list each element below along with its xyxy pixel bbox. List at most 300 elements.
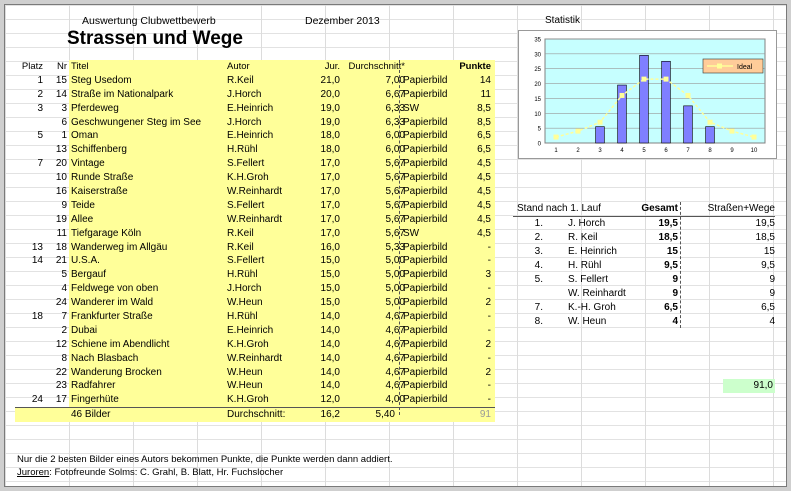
cell-punkte: 14 <box>479 74 491 86</box>
total-label: Durchschnitt: <box>227 409 286 421</box>
cell-titel: Nach Blasbach <box>71 352 139 364</box>
cell-jur: 17,0 <box>320 172 340 184</box>
cell-nr: 3 <box>61 102 67 114</box>
cell-punkte: - <box>487 380 491 392</box>
cell-punkte: 6,5 <box>477 130 491 142</box>
cell-jur: 14,0 <box>320 380 340 392</box>
chart-ideal-point <box>686 93 691 98</box>
standings-label: Stand nach 1. Lauf <box>517 203 601 214</box>
cell-schnitt: 5,67 <box>385 213 405 225</box>
standings-dashed-line <box>680 202 681 328</box>
spreadsheet-sheet <box>4 4 787 487</box>
cell-titel: Feldwege von oben <box>71 283 159 295</box>
standings-rank: 8. <box>534 316 543 327</box>
standings-gesamt: 19,5 <box>658 218 678 229</box>
cell-jur: 15,0 <box>320 269 340 281</box>
cell-bild: Papierbild <box>403 338 448 350</box>
jury-label: Juroren <box>17 467 50 478</box>
cell-punkte: 2 <box>485 338 491 350</box>
cell-jur: 17,0 <box>320 227 340 239</box>
chart-xtick-label: 10 <box>750 148 758 154</box>
cell-platz: 24 <box>31 394 43 406</box>
cell-bild: Papierbild <box>403 186 448 198</box>
cell-autor: W.Heun <box>227 380 263 392</box>
cell-autor: R.Keil <box>227 227 254 239</box>
table-row <box>15 268 495 282</box>
cell-schnitt: 4,67 <box>385 311 405 323</box>
cell-bild: Papierbild <box>403 255 448 267</box>
chart-xtick-label: 2 <box>576 148 580 154</box>
chart-bar <box>684 106 693 143</box>
col-autor: Autor <box>227 61 250 72</box>
standings-sw-header: Straßen+Wege <box>707 203 775 214</box>
standings-total-value: 91,0 <box>753 380 773 391</box>
cell-schnitt: 4,00 <box>385 394 405 406</box>
table-row <box>15 157 495 171</box>
cell-nr: 18 <box>55 241 67 253</box>
cell-jur: 16,0 <box>320 241 340 253</box>
standings-sw: 19,5 <box>755 218 775 229</box>
col-jur: Jur. <box>324 61 340 72</box>
table-row <box>15 324 495 338</box>
cell-punkte: 6,5 <box>477 144 491 156</box>
table-row <box>15 185 495 199</box>
standings-rank: 7. <box>534 302 543 313</box>
chart-ytick-label: 35 <box>534 37 541 44</box>
cell-punkte: 3 <box>485 269 491 281</box>
cell-punkte: 8,5 <box>477 116 491 128</box>
cell-bild: SW <box>403 102 420 114</box>
col-titel: Titel <box>71 60 221 74</box>
cell-bild: Papierbild <box>403 130 448 142</box>
chart-ideal-point <box>620 93 625 98</box>
chart-ideal-point <box>730 129 735 134</box>
cell-titel: Pferdeweg <box>71 102 119 114</box>
cell-platz: 13 <box>31 241 43 253</box>
jury-text: : Fotofreunde Solms: C. Grahl, B. Blatt, Hr. Fuchslocher <box>49 467 284 478</box>
cell-titel: Wanderweg im Allgäu <box>71 241 168 253</box>
cell-schnitt: 5,33 <box>385 241 405 253</box>
cell-nr: 20 <box>55 158 67 170</box>
row-highlight <box>69 102 495 116</box>
table-row <box>15 296 495 310</box>
statistics-chart <box>518 30 777 159</box>
cell-nr: 17 <box>55 394 67 406</box>
cell-autor: K.H.Groh <box>227 394 269 406</box>
cell-nr: 8 <box>61 352 67 364</box>
chart-ideal-point <box>554 135 559 140</box>
total-count: 46 Bilder <box>71 409 111 421</box>
table-row <box>15 352 495 366</box>
standings-gesamt: 6,5 <box>664 302 678 313</box>
cell-autor: J.Horch <box>227 283 262 295</box>
cell-punkte: 4,5 <box>477 186 491 198</box>
cell-titel: Teide <box>71 199 95 211</box>
cell-autor: H.Rühl <box>227 269 258 281</box>
chart-ideal-point <box>576 129 581 134</box>
cell-schnitt: 5,67 <box>385 199 405 211</box>
chart-ideal-point <box>752 135 757 140</box>
cell-autor: E.Heinrich <box>227 130 274 142</box>
cell-schnitt: 4,67 <box>385 366 405 378</box>
cell-platz: 2 <box>37 88 43 100</box>
cell-autor: S.Fellert <box>227 199 265 211</box>
cell-nr: 6 <box>61 116 67 128</box>
cell-schnitt: 7,00 <box>385 74 405 86</box>
table-row <box>15 213 495 227</box>
cell-titel: Straße im Nationalpark <box>71 88 174 100</box>
standings-row <box>513 231 775 245</box>
col-punkte: Punkte <box>459 61 491 72</box>
standings-gesamt: 15 <box>666 246 678 257</box>
total-jur: 16,2 <box>320 409 340 421</box>
chart-ideal-point <box>598 120 603 125</box>
cell-schnitt: 5,00 <box>385 269 405 281</box>
table-body <box>15 74 495 407</box>
chart-ytick-label: 20 <box>534 82 541 89</box>
standings-name: W. Heun <box>568 316 607 327</box>
chart-ideal-point <box>642 77 647 82</box>
cell-punkte: 4,5 <box>477 199 491 211</box>
chart-xtick-label: 4 <box>620 148 624 154</box>
cell-bild: Papierbild <box>403 324 448 336</box>
standings-row <box>513 301 775 315</box>
cell-punkte: - <box>487 241 491 253</box>
standings-name: H. Rühl <box>568 260 602 271</box>
col-schnitt: Durchschnitt* <box>348 61 405 72</box>
cell-titel: Schiffenberg <box>71 144 127 156</box>
cell-jur: 18,0 <box>320 144 340 156</box>
cell-autor: R.Keil <box>227 241 254 253</box>
cell-punkte: - <box>487 352 491 364</box>
cell-bild: Papierbild <box>403 199 448 211</box>
cell-nr: 2 <box>61 324 67 336</box>
cell-nr: 19 <box>55 213 67 225</box>
chart-ytick-label: 0 <box>537 141 541 148</box>
cell-autor: W.Heun <box>227 297 263 309</box>
cell-punkte: - <box>487 311 491 323</box>
cell-schnitt: 6,67 <box>385 88 405 100</box>
standings-row <box>513 217 775 231</box>
standings-name: S. Fellert <box>568 274 609 285</box>
cell-jur: 15,0 <box>320 255 340 267</box>
chart-ideal-point <box>708 120 713 125</box>
cell-schnitt: 6,00 <box>385 144 405 156</box>
cell-nr: 13 <box>55 144 67 156</box>
cell-punkte: 4,5 <box>477 172 491 184</box>
cell-platz: 14 <box>31 255 43 267</box>
cell-titel: Allee <box>71 213 94 225</box>
cell-schnitt: 5,00 <box>385 297 405 309</box>
cell-titel: Bergauf <box>71 269 107 281</box>
table-row <box>15 393 495 407</box>
standings-sw: 9 <box>769 288 775 299</box>
table-row <box>15 254 495 268</box>
cell-titel: Oman <box>71 130 99 142</box>
table-row <box>15 116 495 130</box>
standings-row <box>513 259 775 273</box>
cell-punkte: 4,5 <box>477 213 491 225</box>
col-nr: Nr <box>56 61 67 72</box>
chart-legend-label: Ideal <box>737 64 753 71</box>
cell-nr: 10 <box>55 172 67 184</box>
cell-schnitt: 6,33 <box>385 102 405 114</box>
cell-platz: 7 <box>37 158 43 170</box>
cell-jur: 19,0 <box>320 102 340 114</box>
subtitle: Auswertung Clubwettbewerb <box>82 15 216 27</box>
standings-gesamt: 4 <box>672 316 678 327</box>
standings-rank: 3. <box>534 246 543 257</box>
cell-bild: SW <box>403 227 420 239</box>
cell-bild: Papierbild <box>403 269 448 281</box>
cell-schnitt: 4,67 <box>385 324 405 336</box>
standings-table <box>513 202 775 329</box>
standings-row <box>513 245 775 259</box>
cell-nr: 1 <box>61 130 67 142</box>
page-title: Strassen und Wege <box>67 28 243 49</box>
cell-titel: Runde Straße <box>71 172 134 184</box>
cell-bild: Papierbild <box>403 366 448 378</box>
cell-nr: 11 <box>56 227 67 239</box>
standings-sw: 6,5 <box>761 302 775 313</box>
chart-ytick-label: 10 <box>534 111 541 118</box>
col-platz: Platz <box>21 61 43 72</box>
chart-xtick-label: 5 <box>642 148 646 154</box>
cell-bild: Papierbild <box>403 158 448 170</box>
cell-jur: 17,0 <box>320 186 340 198</box>
cell-jur: 12,0 <box>320 394 340 406</box>
standings-rank: 5. <box>534 274 543 285</box>
standings-name: W. Reinhardt <box>568 288 626 299</box>
cell-schnitt: 5,67 <box>385 186 405 198</box>
table-row <box>15 310 495 324</box>
standings-name: E. Heinrich <box>568 246 617 257</box>
cell-punkte: 4,5 <box>477 227 491 239</box>
cell-autor: J.Horch <box>227 88 262 100</box>
cell-autor: W.Heun <box>227 366 263 378</box>
standings-rank: 4. <box>534 260 543 271</box>
cell-platz: 5 <box>37 130 43 142</box>
cell-punkte: 2 <box>485 366 491 378</box>
cell-nr: 9 <box>61 199 67 211</box>
chart-xtick-label: 8 <box>708 148 712 154</box>
standings-rank: 1. <box>534 218 543 229</box>
table-row <box>15 338 495 352</box>
cell-autor: H.Rühl <box>227 311 258 323</box>
chart-xtick-label: 3 <box>598 148 602 154</box>
chart-svg <box>519 31 776 158</box>
cell-schnitt: 5,67 <box>385 172 405 184</box>
cell-autor: E.Heinrich <box>227 324 274 336</box>
chart-legend-marker <box>717 64 722 69</box>
standings-gesamt: 18,5 <box>658 232 678 243</box>
footer-jury <box>17 467 283 478</box>
total-punkte: 91 <box>479 409 491 421</box>
cell-titel: Schiene im Abendlicht <box>71 338 170 350</box>
table-row <box>15 241 495 255</box>
cell-titel: Dubai <box>71 324 98 336</box>
column-divider <box>399 60 400 415</box>
cell-nr: 22 <box>55 366 67 378</box>
table-row <box>15 199 495 213</box>
cell-autor: W.Reinhardt <box>227 186 283 198</box>
cell-schnitt: 5,67 <box>385 158 405 170</box>
cell-schnitt: 4,67 <box>385 380 405 392</box>
totals-row <box>15 407 495 422</box>
cell-jur: 19,0 <box>320 116 340 128</box>
chart-bar <box>640 55 649 143</box>
cell-bild: Papierbild <box>403 297 448 309</box>
cell-punkte: - <box>487 283 491 295</box>
cell-bild: Papierbild <box>403 352 448 364</box>
total-schnitt: 5,40 <box>375 409 395 421</box>
cell-bild: Papierbild <box>403 311 448 323</box>
cell-jur: 14,0 <box>320 311 340 323</box>
standings-body <box>513 217 775 329</box>
cell-bild: Papierbild <box>403 283 448 295</box>
chart-xtick-label: 9 <box>730 148 734 154</box>
chart-bar <box>596 127 605 143</box>
cell-titel: Radfahrer <box>71 380 116 392</box>
cell-jur: 14,0 <box>320 338 340 350</box>
cell-titel: Steg Usedom <box>71 74 132 86</box>
chart-plot-area <box>545 39 765 143</box>
cell-punkte: 8,5 <box>477 102 491 114</box>
cell-punkte: 2 <box>485 297 491 309</box>
cell-jur: 20,0 <box>320 88 340 100</box>
table-row <box>15 74 495 88</box>
cell-platz: 18 <box>31 311 43 323</box>
chart-xtick-label: 1 <box>554 148 558 154</box>
chart-ideal-point <box>664 77 669 82</box>
cell-autor: K.H.Groh <box>227 338 269 350</box>
table-header <box>15 60 495 74</box>
standings-sw: 9,5 <box>761 260 775 271</box>
cell-titel: Wanderung Brocken <box>71 366 162 378</box>
standings-gesamt: 9 <box>672 274 678 285</box>
cell-autor: J.Horch <box>227 116 262 128</box>
cell-schnitt: 6,00 <box>385 130 405 142</box>
cell-autor: E.Heinrich <box>227 102 274 114</box>
cell-platz: 1 <box>37 74 43 86</box>
cell-jur: 17,0 <box>320 199 340 211</box>
cell-bild: Papierbild <box>403 380 448 392</box>
standings-sw: 18,5 <box>755 232 775 243</box>
cell-jur: 17,0 <box>320 158 340 170</box>
standings-sw: 9 <box>769 274 775 285</box>
cell-schnitt: 5,00 <box>385 283 405 295</box>
cell-schnitt: 4,67 <box>385 352 405 364</box>
cell-nr: 21 <box>55 255 67 267</box>
cell-nr: 4 <box>61 283 67 295</box>
cell-jur: 14,0 <box>320 352 340 364</box>
month-label: Dezember 2013 <box>305 15 380 27</box>
table-row <box>15 379 495 393</box>
standings-row <box>513 315 775 329</box>
standings-row <box>513 287 775 301</box>
cell-nr: 7 <box>61 311 67 323</box>
cell-schnitt: 6,33 <box>385 116 405 128</box>
standings-gesamt-header: Gesamt <box>641 203 678 214</box>
standings-name: J. Horch <box>568 218 606 229</box>
cell-titel: Wanderer im Wald <box>71 297 154 309</box>
cell-autor: R.Keil <box>227 74 254 86</box>
table-row <box>15 282 495 296</box>
cell-bild: Papierbild <box>403 74 448 86</box>
standings-gesamt: 9 <box>672 288 678 299</box>
cell-jur: 18,0 <box>320 130 340 142</box>
statistik-label: Statistik <box>545 15 581 26</box>
standings-gesamt: 9,5 <box>664 260 678 271</box>
chart-bar <box>662 61 671 143</box>
cell-punkte: - <box>487 324 491 336</box>
table-row <box>15 129 495 143</box>
cell-punkte: - <box>487 255 491 267</box>
cell-nr: 5 <box>61 269 67 281</box>
footer-note: Nur die 2 besten Bilder eines Autors bekommen Punkte, die Punkte werden dann addiert. <box>17 454 393 465</box>
cell-schnitt: 5,67 <box>385 227 405 239</box>
cell-titel: Kaiserstraße <box>71 186 128 198</box>
cell-titel: Fingerhüte <box>71 394 119 406</box>
cell-nr: 24 <box>55 297 67 309</box>
cell-jur: 14,0 <box>320 324 340 336</box>
cell-bild: Papierbild <box>403 116 448 128</box>
cell-bild: Papierbild <box>403 213 448 225</box>
cell-nr: 15 <box>55 74 67 86</box>
cell-autor: W.Reinhardt <box>227 352 283 364</box>
cell-bild: Papierbild <box>403 144 448 156</box>
table-row <box>15 143 495 157</box>
cell-punkte: 11 <box>480 88 491 100</box>
cell-punkte: - <box>487 394 491 406</box>
cell-titel: Vintage <box>71 158 105 170</box>
cell-nr: 12 <box>55 338 67 350</box>
chart-xtick-label: 6 <box>664 148 668 154</box>
standings-row <box>513 273 775 287</box>
table-row <box>15 171 495 185</box>
cell-jur: 15,0 <box>320 283 340 295</box>
cell-bild: Papierbild <box>403 172 448 184</box>
results-table <box>15 60 495 422</box>
standings-sw: 4 <box>769 316 775 327</box>
cell-schnitt: 5,00 <box>385 255 405 267</box>
cell-autor: S.Fellert <box>227 255 265 267</box>
cell-autor: W.Reinhardt <box>227 213 283 225</box>
cell-platz: 3 <box>37 102 43 114</box>
chart-ytick-label: 25 <box>534 67 541 74</box>
chart-ytick-label: 30 <box>534 52 541 59</box>
standings-sw: 15 <box>763 246 775 257</box>
cell-punkte: 4,5 <box>477 158 491 170</box>
table-row <box>15 102 495 116</box>
cell-nr: 16 <box>55 186 67 198</box>
cell-jur: 17,0 <box>320 213 340 225</box>
cell-nr: 14 <box>55 88 67 100</box>
cell-titel: Geschwungener Steg im See <box>71 116 202 128</box>
chart-ytick-label: 5 <box>537 126 541 133</box>
cell-schnitt: 4,67 <box>385 338 405 350</box>
cell-nr: 23 <box>55 380 67 392</box>
standings-name: K.-H. Groh <box>568 302 616 313</box>
table-row <box>15 227 495 241</box>
cell-titel: Frankfurter Straße <box>71 311 153 323</box>
cell-autor: H.Rühl <box>227 144 258 156</box>
standings-name: R. Keil <box>568 232 598 243</box>
chart-xtick-label: 7 <box>686 148 690 154</box>
standings-header <box>513 202 775 217</box>
chart-bar <box>706 127 715 143</box>
table-row <box>15 88 495 102</box>
